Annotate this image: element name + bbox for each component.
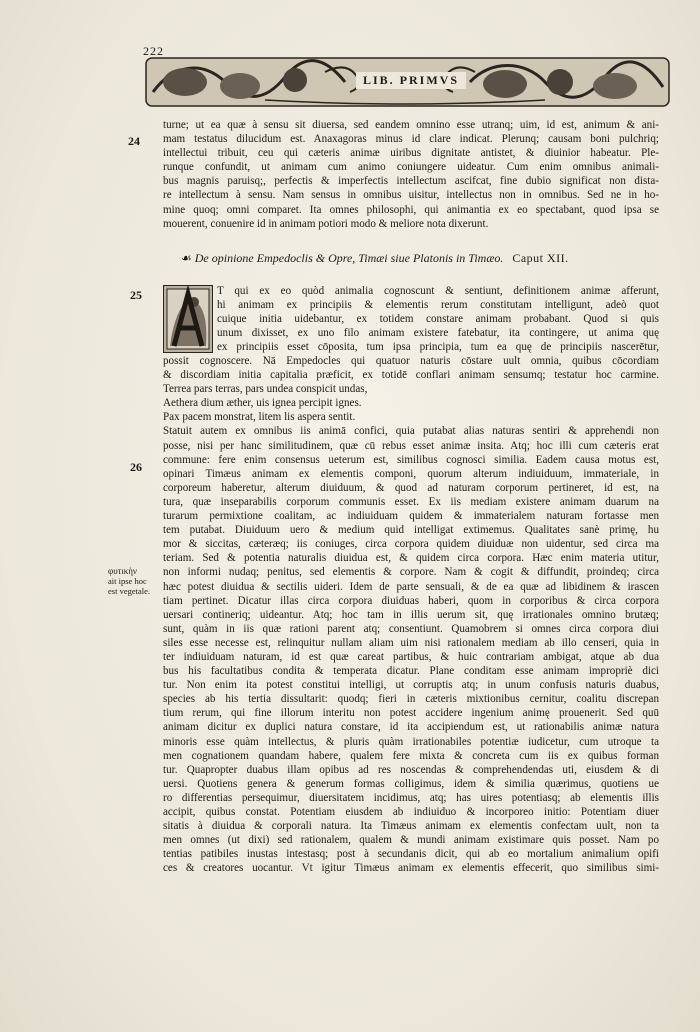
text-line: uersari contineriq; uideantur. Atq; hoc tam in illis uerum sit, quę irrationales omnino brutæq; (163, 608, 659, 621)
text-line: ces & creatores uocantur. Vt igitur Timæus animam ex elementis effecerit, quo similibus simi- (163, 862, 659, 875)
text-line: unum dixisset, ex uno filo animam existere fatebatur, ita contingere, ut anima quę (217, 327, 659, 340)
text-line: posse, nisi per hanc similitudinem, quæ cū rebus esset animæ insita. Atq; hoc illi cum cæteris erat (163, 439, 659, 452)
text-line: bus his facultatibus condita & temperata dicatur. Plane conditam esse animam impropriè dici (163, 665, 659, 678)
text-line: sunt, quàm in iis quæ rationi parent atq; consentiunt. Quamobrem si omnes circa corpora diui (163, 622, 659, 635)
text-line: men omnes (ut dixi) sed rationalem, qualem & mundi animam existimare quis posset. Nam po (163, 834, 659, 847)
text-line: runque confundit, ut animam cum animo coniungere uideatur. Cum enim omnibus animali- (163, 161, 659, 174)
text-line: mine quoq; omni comparet. Ita omnes philosophi, qui animantia ex eo spectabant, quod ipsa se (163, 203, 659, 216)
text-line: opinari Timæus animam ex elementis componi, quorum alterum indiuiduum, immateriale, in (163, 467, 659, 480)
marginal-note-line: est vegetale. (108, 586, 151, 596)
text-line: turne; ut ea quæ à sensu sit diuersa, sed eandem omnino esse utranq; uim, id est, animum & ani- (163, 119, 659, 131)
text-line: ex principiis esset cōposita, tum ipsa principia, tum ea quę de principiis nascerētur, (217, 341, 659, 354)
text-line: tem putabat. Diuiduum uero & medium quid intelligat extimemus. Qualitates sanè primę, hu (163, 524, 659, 537)
text-line: corporeum haberetur, alterum diuiduum, & quod ad naturam corporum pertineret, id est, na (163, 481, 659, 494)
chapter-heading (181, 251, 664, 267)
running-head: LIB. PRIMVS (356, 72, 466, 89)
text-line: hæc potest diuidua & sectilis uideri. Idem de parte sensuali, & de ea quæ ad libidinem & irascen (163, 580, 659, 593)
text-line: tur. Quapropter duabus illam opibus ad res noscendas & comprehendendas uti, eiusdem & di (163, 763, 659, 776)
text-line: tur. Non enim ita potest constitui intelligi, ut corruptis atq; in unum confusis naturis duabus, (163, 679, 659, 692)
section-number: 24 (128, 134, 140, 148)
text-line: animam dicitur ex duplici natura constare, id ita accipiendum est, ut rationabilis animæ natura (163, 721, 659, 734)
section-number: 25 (130, 288, 142, 302)
text-line: commune: fere enim consensus ueterum est, similibus cognosci similia. Eadem causa motus est, (163, 453, 659, 466)
section-number: 26 (130, 460, 142, 474)
verse-line: Aethera dium æther, uis ignea percipit ignes. (163, 397, 362, 410)
text-line: mam testatus dilucidum est. Anaxagoras minus id clare indicat. Plerunq; causam boni pulchriq; (163, 133, 659, 146)
text-line: species ab his tertia dissultarit: quodq; fieri in cæteris mixtionibus cernitur, coalitu discrepan (163, 693, 659, 706)
text-line: tium rerum, qui fine illorum interitu non potest accidere ingenium animę prouenerit. Sed quū (163, 707, 659, 720)
text-line: mouerent, conuenire id in animam potiori modo & meliore nota dixerunt. (163, 217, 489, 230)
text-line: accipit, quibus constat. Potentiam eiusdem ab indiuiduo & incorporeo initio: Potentiam diuer (163, 806, 659, 818)
text-line: men cognationem quandam habere, qualem fere mixta & concreta cum iis ex quibus forman (163, 749, 659, 762)
decorated-initial-a (163, 285, 213, 353)
folio-number: 222 (143, 44, 164, 58)
marginal-note (108, 566, 156, 596)
pilcrow-icon: ☙ (181, 251, 192, 265)
text-block-intro (163, 118, 659, 231)
text-line: tiam pertinet. Dicatur illas circa corpora diuiduas haberi, quom in corporibus & circa corpora (163, 594, 659, 607)
text-line: sitatis à diuidua & corporali natura. Ita Timæus animam ex elementis confectam uult, non ta (163, 820, 659, 833)
text-line: siles esse necesse est, relinquitur nullam aliam uim nisi rationalem mediam ab illo censeri, quia in (163, 636, 659, 649)
text-line: tentias patibiles inustas intestasq; post à secundanis dicit, qui ab eo mortalium animalium opifi (163, 848, 659, 861)
text-line: turarum permixtione coalitam, ac indiuiduam quidem & immaterialem naturam fortasse men (163, 510, 659, 523)
text-line (163, 875, 659, 889)
text-block-chapter-open (217, 284, 659, 354)
text-block-main (163, 354, 659, 890)
text-line: tura, quæ inseparabilis corporum communis esset. Ex iis mediam existere animam duarum na (163, 495, 659, 508)
text-line: possit cognoscere. Nā Empedocles qui quatuor naturis cōstare uult omnia, quibus cōcordiam (163, 355, 659, 367)
text-line: bus magnis paruisq;, perfectis & imperfectis intellectum ascifcat, fine dubio significat non dista- (163, 175, 659, 188)
marginal-note-line: ait ipse hoc (108, 576, 147, 586)
text-line: Statuit autem ex omnibus iis animā confici, quia putabat alias naturas sentiri & apprehendi non (163, 425, 659, 438)
chapter-number: Caput XII. (512, 251, 569, 265)
text-line: uersi. Quotiens genera & generum formas colligimus, idem & similia quærimus, quotiens ue (163, 777, 659, 790)
text-line: intellectui tribuit, ceu qui cæteris animæ uiribus dignitate antistet, & diuinior habeatur. Ple- (163, 147, 659, 160)
text-line: ro differentias persequimur, diuersitatem incidimus, atq; has uires potentiasq; ab elementis illis (163, 791, 659, 804)
text-line: T qui ex eo quòd animalia cognoscunt & sentiunt, definitionem animæ afferunt, (217, 285, 659, 297)
chapter-title: De opinione Empedoclis & Opre, Timæi siue Platonis in Timæo. (194, 251, 504, 265)
marginal-note-greek: φυτικὴν (108, 566, 137, 576)
text-line: ter indiuiduam naturam, id est quæ careat partibus, & huic contrariam ambigat, atque ab dua (163, 650, 659, 663)
text-line: minoris esse quàm intellectus, & pluris quàm irrationabiles potentiæ iudicetur, cum utroque ta (163, 735, 659, 748)
text-line: non informi nudaq; penitus, sed elementis & corpore. Nam & cogit & diffundit, proindeq; circa (163, 566, 659, 579)
text-line: cuique initia uidebantur, ex totidem constare animam probabant. Quod si quis (217, 313, 659, 326)
verse-line: Terrea pars terras, pars undea conspicit undas, (163, 383, 368, 396)
text-line: hi animam ex principiis & elementis rerum constitutam intelligunt, adeò quot (217, 299, 659, 312)
text-line: & discordiam initia capitalia præficit, ex totidē conflari animam sensumq; testatur hoc carmine. (163, 369, 659, 382)
text-line: mor & siccitas, cæteræq; iis coniuges, circa corpora quidem diuiduæ non uidentur, sed circa ma (163, 538, 659, 551)
text-line: teriam. Sed & potentia naturalis diuidua est, & quidem circa corpora. Hæc enim materia utitur, (163, 552, 659, 565)
verse-line: Pax pacem monstrat, litem lis aspera sentit. (163, 411, 356, 424)
text-line: re intellectum à sensu. Nam sensus in omnibus uisitur, intellectus non in omnibus. Sed ne in ho- (163, 189, 659, 202)
